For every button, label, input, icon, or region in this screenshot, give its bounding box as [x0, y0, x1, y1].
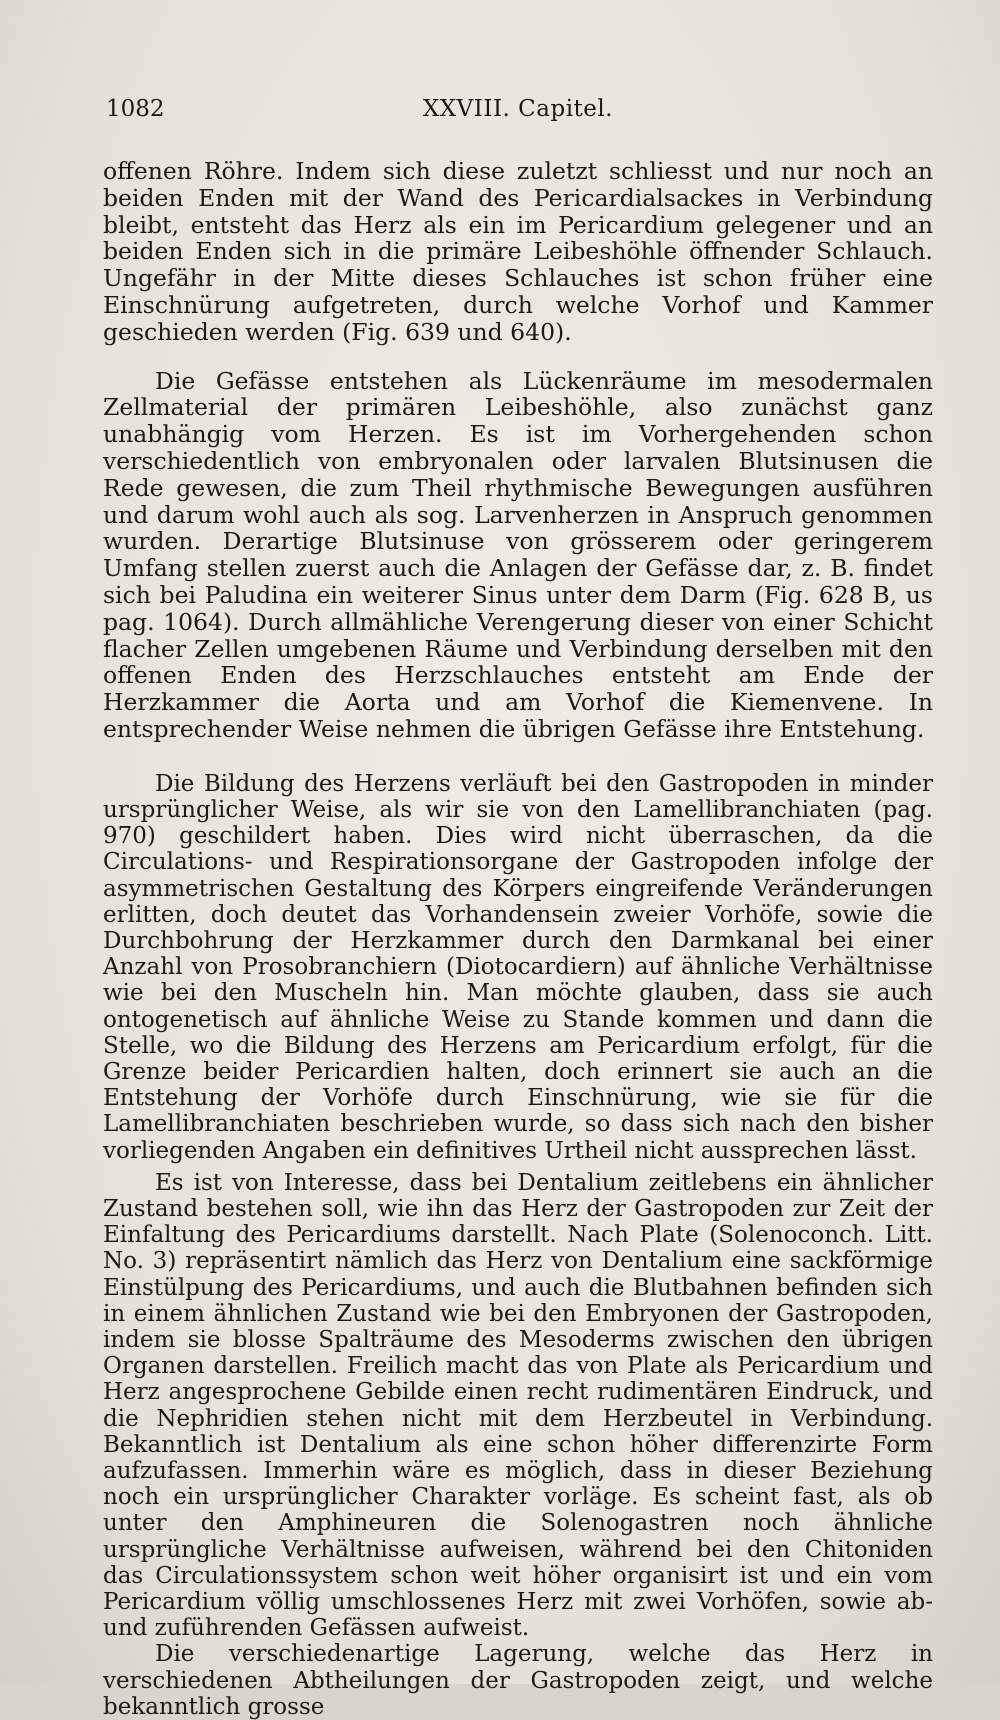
paragraph-2: Die Gefässe entstehen als Lückenräume im mesodermalen Zellmaterial der primären Leibeshöhle, also zunächst ganz unabhängig vom Herzen. Es ist im Vorhergehenden schon verschiedentlich von embryonalen oder larvalen Blutsinusen die Rede gewesen, die zum Theil rhythmische Bewegungen ausführen und darum wohl auch als sog. Larvenherzen in Anspruch genommen wurden. Derartige Blutsinuse von grösserem oder geringerem Umfang stellen zuerst auch die Anlagen der Gefässe dar, z. B. findet sich bei Paludina ein weiterer Sinus unter dem Darm (Fig. 628 B, us pag. 1064). Durch allmähliche Verengerung dieser von einer Schicht flacher Zellen umgebenen Räume und Verbindung derselben mit den offenen Enden des Herzschlauches entsteht am Ende der Herzkammer die Aorta und am Vorhof die Kiemenvene. In entsprechender Weise nehmen die übrigen Gefässe ihre Entstehung. [103, 366, 933, 743]
page-number: 1082 [106, 96, 165, 122]
page-header [106, 96, 930, 136]
paragraph-5: Die verschiedenartige Lagerung, welche das Herz in verschiedenen Abtheilungen der Gastropoden zeigt, und welche bekanntlich grosse [103, 1641, 933, 1720]
body-text [103, 158, 933, 1720]
paragraph-4: Es ist von Interesse, dass bei Dentalium zeitlebens ein ähnlicher Zustand bestehen soll, wie ihn das Herz der Gastropoden zur Zeit der Einfaltung des Pericardiums darstellt. Nach Plate (Solenoconch. Litt. No. 3) repräsentirt nämlich das Herz von Dentalium eine sackförmige Einstülpung des Pericardiums, und auch die Blutbahnen befinden sich in einem ähnlichen Zustand wie bei den Embryonen der Gastropoden, indem sie blosse Spalträume des Mesoderms zwischen den übrigen Organen darstellen. Freilich macht das von Plate als Pericardium und Herz angesprochene Gebilde einen recht rudimentären Eindruck, und die Nephridien stehen nicht mit dem Herzbeutel in Verbindung. Bekanntlich ist Dentalium als eine schon höher differenzirte Form aufzufassen. Immerhin wäre es möglich, dass in dieser Beziehung noch ein ursprünglicher Charakter vorläge. Es scheint fast, als ob unter den Amphineuren die Solenogastren noch ähnliche ursprüngliche Verhältnisse aufweisen, während bei den Chitoniden das Circulationssystem schon weit höher organisirt ist und ein vom Pericardium völlig umschlossenes Herz mit zwei Vorhöfen, sowie ab- und zuführenden Gefässen aufweist. [103, 1169, 933, 1642]
running-title: XXVIII. Capitel. [422, 96, 614, 122]
paragraph-3: Die Bildung des Herzens verläuft bei den Gastropoden in minder ursprünglicher Weise, als wir sie von den Lamellibranchiaten (pag. 970) geschildert haben. Dies wird nicht überraschen, da die Circulations- und Respirationsorgane der Gastropoden infolge der asymmetrischen Gestaltung des Körpers eingreifende Veränderungen erlitten, doch deutet das Vorhandensein zweier Vorhöfe, sowie die Durchbohrung der Herzkammer durch den Darmkanal bei einer Anzahl von Prosobranchiern (Diotocardiern) auf ähnliche Verhältnisse wie bei den Muscheln hin. Man möchte glauben, dass sie auch ontogenetisch auf ähnliche Weise zu Stande kommen und dann die Stelle, wo die Bildung des Herzens am Pericardium erfolgt, für die Grenze beider Pericardien halten, doch erinnert sie auch an die Entstehung der Vorhöfe durch Einschnürung, wie sie für die Lamellibranchiaten beschrieben wurde, so dass sich nach den bisher vorliegenden Angaben ein definitives Urtheil nicht aussprechen lässt. [103, 770, 933, 1164]
paragraph-1: offenen Röhre. Indem sich diese zuletzt schliesst und nur noch an beiden Enden mit der Wand des Pericardialsackes in Verbindung bleibt, entsteht das Herz als ein im Pericardium gelegener und an beiden Enden sich in die primäre Leibeshöhle öffnender Schlauch. Ungefähr in der Mitte dieses Schlauches ist schon früher eine Einschnürung aufgetreten, durch welche Vorhof und Kammer geschieden werden (Fig. 639 und 640). [103, 157, 933, 346]
